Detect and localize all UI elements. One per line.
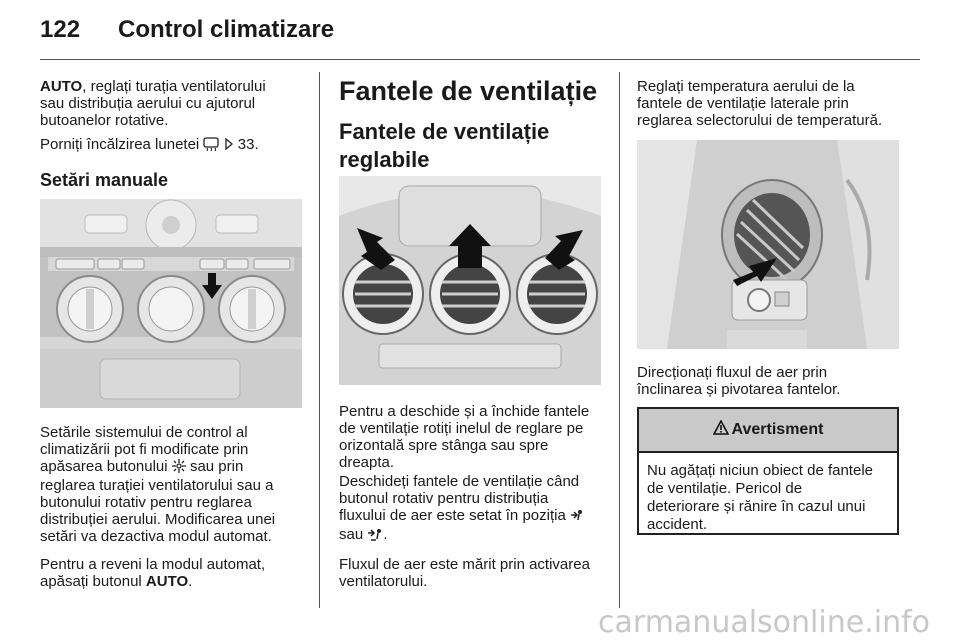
warning-triangle-icon bbox=[713, 420, 729, 440]
subsection-title: Fantele de ventilație reglabile bbox=[339, 119, 550, 172]
column-divider-1 bbox=[319, 72, 320, 608]
watermark: carmanualsonline.info bbox=[598, 605, 930, 640]
warning-title: Avertisment bbox=[731, 421, 824, 438]
heading-manual-settings: Setări manuale bbox=[40, 170, 169, 190]
side-vent-image bbox=[637, 140, 899, 349]
col2-paragraph-2: Deschideți fantele de ventilație când butonul rotativ pentru distribuția fluxului de aer este setat în poziția sau . bbox=[339, 473, 609, 545]
climate-control-panel-image bbox=[40, 199, 302, 408]
auto-button-label: AUTO bbox=[145, 573, 189, 590]
center-vents-image bbox=[339, 176, 601, 385]
warning-box bbox=[637, 407, 899, 535]
header-rule bbox=[40, 59, 920, 60]
col1-paragraph-2: Porniți încălzirea lunetei 33. bbox=[40, 136, 259, 153]
page-number: 122 bbox=[40, 16, 81, 43]
fan-icon bbox=[172, 459, 186, 477]
section-title: Fantele de ventilație bbox=[339, 76, 598, 106]
warning-header bbox=[639, 409, 897, 453]
col1-paragraph-4: Pentru a reveni la modul automat, apăsați butonul AUTO. bbox=[40, 556, 266, 590]
col2-paragraph-3: Fluxul de aer este mărit prin activarea ventilatorului. bbox=[339, 556, 590, 590]
col3-paragraph-1: Reglați temperatura aerului de la fantele de ventilație laterale prin reglarea selectorului de temperatură. bbox=[637, 78, 883, 129]
airflow-face-icon bbox=[570, 509, 584, 526]
rear-window-heater-icon bbox=[203, 137, 219, 155]
auto-label: AUTO bbox=[40, 78, 83, 95]
col3-paragraph-2: Direcționați fluxul de aer prin înclinarea și pivotarea fantelor. bbox=[637, 364, 841, 398]
airflow-face-feet-icon bbox=[367, 528, 383, 545]
reference-arrow-icon bbox=[224, 137, 234, 154]
col1-paragraph-3: Setările sistemului de control al climatizării pot fi modificate prin apăsarea butonului sau prin reglarea turației ventilatorului sau a butonului rotativ pentru reglarea distribuției aerului. Modificarea unei setări va dezactiva modul automat. bbox=[40, 424, 276, 545]
col1-paragraph-1: AUTO, reglați turația ventilatorului sau distribuția aerului cu ajutorul butoanelor rotative. bbox=[40, 78, 266, 129]
col2-paragraph-1: Pentru a deschide și a închide fantele de ventilație rotiți inelul de reglare pe orizontală spre stânga sau spre dreapta. bbox=[339, 403, 590, 471]
chapter-title: Control climatizare bbox=[118, 16, 335, 43]
warning-text: Nu agățați niciun obiect de fantele de ventilație. Pericol de deteriorare și rănire în cazul unui accident. bbox=[647, 462, 873, 533]
page-reference: 33. bbox=[237, 136, 259, 153]
column-divider-2 bbox=[619, 72, 620, 608]
